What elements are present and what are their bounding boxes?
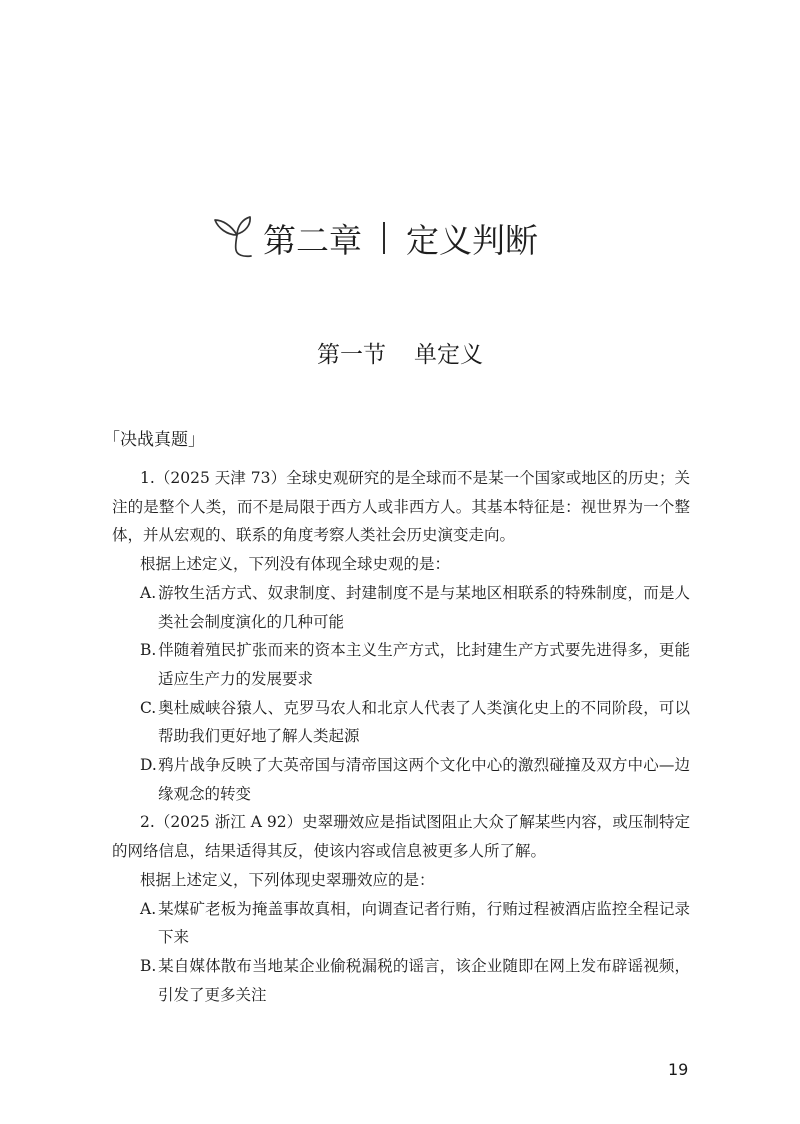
option-text: 游牧生活方式、奴隶制度、封建制度不是与某地区相联系的特殊制度，而是人类社会制度演化的几种可能 bbox=[158, 583, 690, 631]
question-number: 2. bbox=[140, 813, 155, 832]
question-source: （2025 浙江 A 92） bbox=[154, 813, 303, 832]
chapter-heading bbox=[213, 214, 538, 262]
option-letter: A. bbox=[140, 899, 157, 918]
option-text: 某自媒体散布当地某企业偷税漏税的谣言，该企业随即在网上发布辟谣视频，引发了更多关注 bbox=[158, 956, 690, 1004]
question-list bbox=[112, 464, 690, 1009]
label-open-bracket: 「 bbox=[103, 430, 120, 450]
section-heading bbox=[0, 340, 800, 370]
question-1-option-b bbox=[112, 636, 690, 693]
option-letter: B. bbox=[140, 956, 157, 975]
question-2-option-a bbox=[112, 895, 690, 952]
section-title: 单定义 bbox=[414, 342, 483, 368]
question-source: （2025 天津 73） bbox=[154, 469, 287, 487]
question-1-option-d bbox=[112, 751, 690, 808]
chapter-number: 第二章 bbox=[263, 220, 362, 260]
option-letter: A. bbox=[140, 583, 157, 602]
question-1-prompt: 根据上述定义，下列没有体现全球史观的是： bbox=[140, 555, 451, 574]
sprout-icon bbox=[213, 216, 253, 260]
option-letter: D. bbox=[140, 756, 157, 775]
label-close-bracket: 」 bbox=[188, 430, 205, 450]
section-number: 第一节 bbox=[317, 342, 386, 368]
label-text: 决战真题 bbox=[120, 430, 188, 450]
option-text: 伴随着殖民扩张而来的资本主义生产方式，比封建生产方式要先进得多，更能适应生产力的发展要求 bbox=[158, 641, 690, 688]
option-text: 某煤矿老板为掩盖事故真相，向调查记者行贿，行贿过程被酒店监控全程记录下来 bbox=[158, 899, 690, 947]
title-divider bbox=[383, 222, 385, 254]
question-1-option-c bbox=[112, 694, 690, 751]
chapter-title: 定义判断 bbox=[406, 220, 538, 260]
question-2-stem bbox=[112, 808, 690, 865]
page-number: 19 bbox=[668, 1060, 689, 1079]
block-label bbox=[103, 428, 205, 452]
question-1-stem bbox=[112, 464, 690, 550]
question-text: 全球史观研究的是全球而不是某一个国家或地区的历史；关注的是整个人类，而不是局限于西方人或非西方人。其基本特征是：视世界为一个整体，并从宏观的、联系的角度考察人类社会历史演变走向。 bbox=[112, 469, 690, 545]
option-letter: C. bbox=[140, 698, 157, 717]
question-2-prompt: 根据上述定义，下列体现史翠珊效应的是： bbox=[140, 870, 435, 889]
question-2-option-b bbox=[112, 952, 690, 1009]
question-1-option-a bbox=[112, 579, 690, 636]
option-letter: B. bbox=[140, 641, 157, 660]
option-text: 鸦片战争反映了大英帝国与清帝国这两个文化中心的激烈碰撞及双方中心—边缘观念的转变 bbox=[158, 756, 690, 803]
question-number: 1. bbox=[140, 469, 155, 487]
question-text: 史翠珊效应是指试图阻止大众了解某些内容，或压制特定的网络信息，结果适得其反，使该内容或信息被更多人所了解。 bbox=[112, 813, 690, 861]
option-text: 奥杜威峡谷猿人、克罗马农人和北京人代表了人类演化史上的不同阶段，可以帮助我们更好地了解人类起源 bbox=[158, 698, 690, 746]
